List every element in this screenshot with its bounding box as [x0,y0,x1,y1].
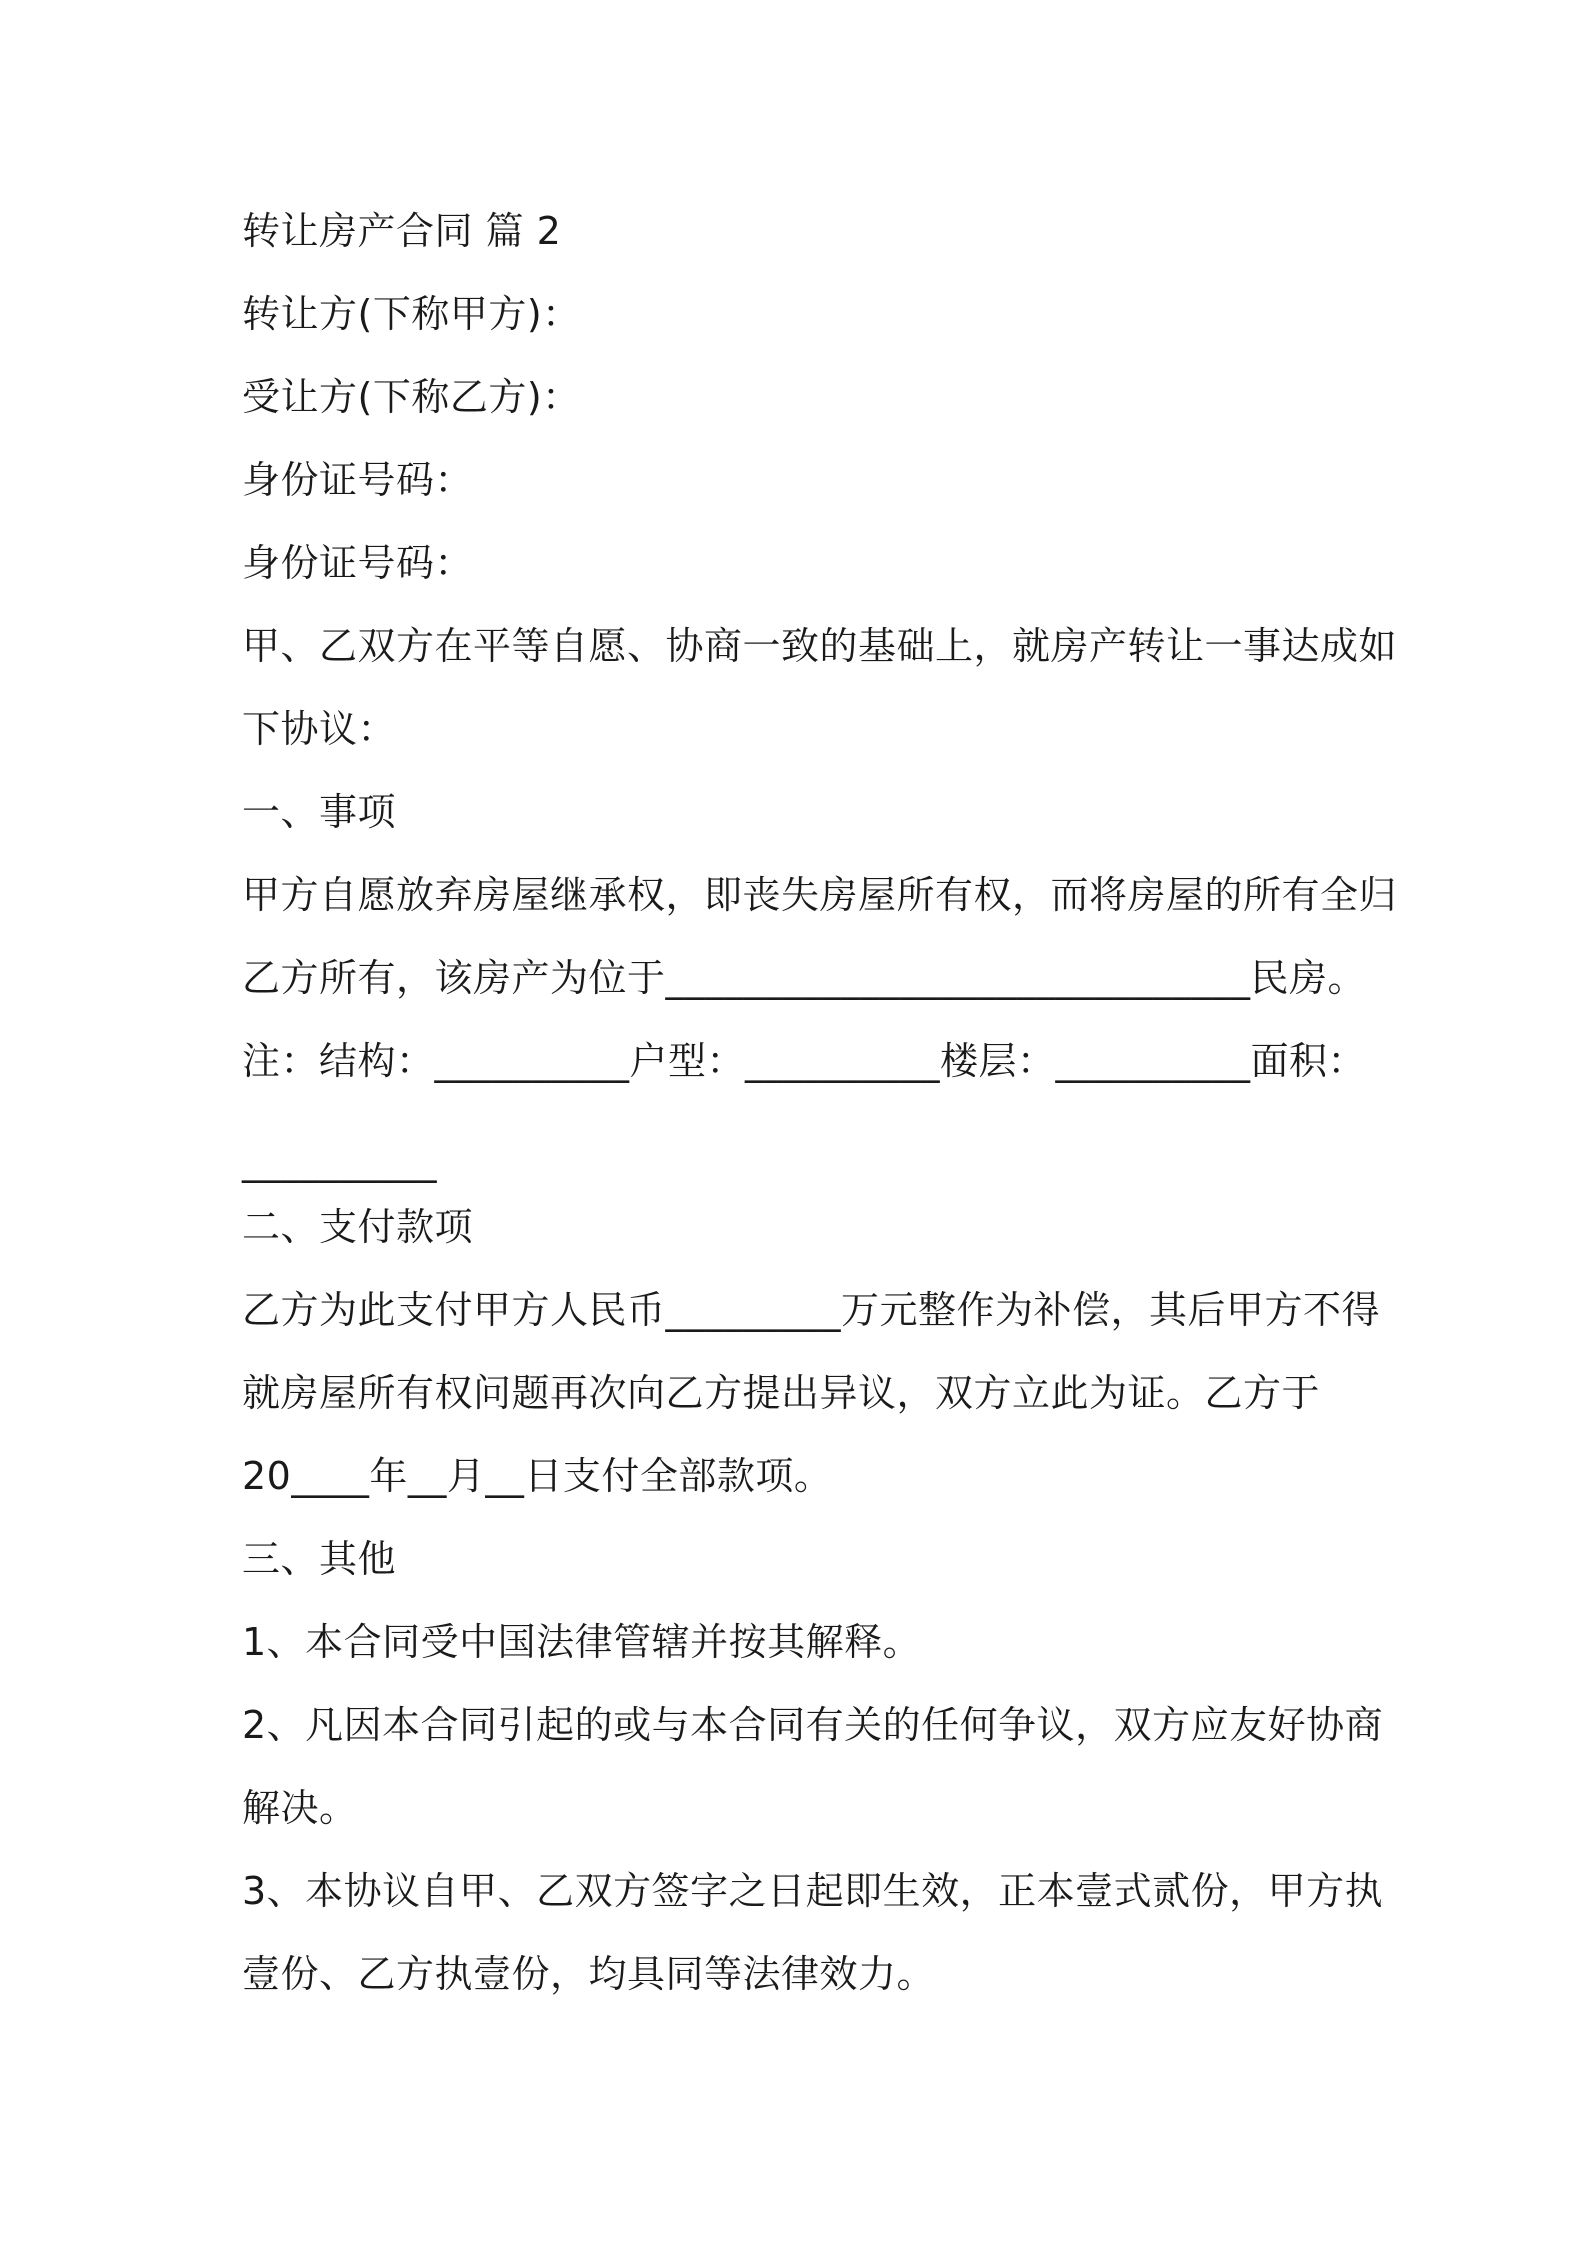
document-title: 转让房产合同 篇 2 [242,209,562,253]
id-number-field-1: 身份证号码： [242,458,474,502]
matters-line-2: 乙方所有，该房产为位于______________________________民房。 [242,956,1367,1000]
clause-2-line-1: 2、凡因本合同引起的或与本合同有关的任何争议，双方应友好协商 [242,1703,1384,1747]
payment-line-1: 乙方为此支付甲方人民币_________万元整作为补偿，其后甲方不得 [242,1288,1381,1332]
property-details-line: 注：结构：__________户型：__________楼层：__________面积： [242,1039,1367,1083]
payment-date-line: 20____年__月__日支付全部款项。 [242,1454,833,1498]
clause-1: 1、本合同受中国法律管辖并按其解释。 [242,1620,922,1664]
area-blank-line: __________ [242,1139,437,1183]
clause-2-line-2: 解决。 [242,1786,358,1830]
section-heading-matters: 一、事项 [242,790,397,834]
section-heading-other: 三、其他 [242,1537,397,1581]
transferee-field: 受让方(下称乙方)： [242,375,581,419]
preamble-line-2: 下协议： [242,707,397,751]
matters-line-1: 甲方自愿放弃房屋继承权，即丧失房屋所有权，而将房屋的所有全归 [242,873,1398,917]
id-number-field-2: 身份证号码： [242,541,474,585]
transferor-field: 转让方(下称甲方)： [242,292,581,336]
clause-3-line-2: 壹份、乙方执壹份，均具同等法律效力。 [242,1952,936,1996]
clause-3-line-1: 3、本协议自甲、乙双方签字之日起即生效，正本壹式贰份，甲方执 [242,1869,1384,1913]
section-heading-payment: 二、支付款项 [242,1205,474,1249]
preamble-line-1: 甲、乙双方在平等自愿、协商一致的基础上，就房产转让一事达成如 [242,624,1398,668]
payment-line-2: 就房屋所有权问题再次向乙方提出异议，双方立此为证。乙方于 [242,1371,1321,1415]
